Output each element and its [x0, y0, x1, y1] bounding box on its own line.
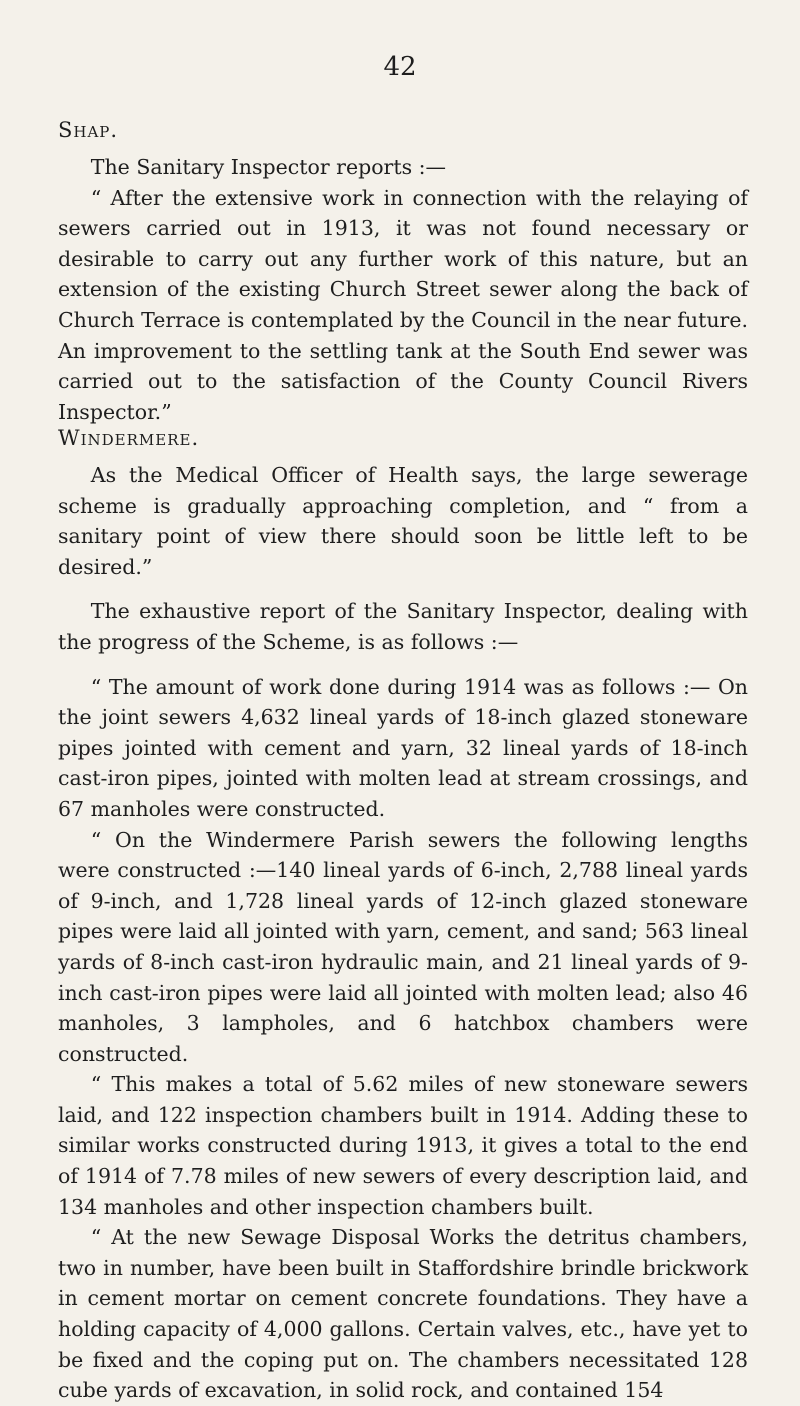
windermere-paragraph-4: “ On the Windermere Parish sewers the following lengths were constructed :—140 lineal yards of 6-inch, 2,788 lineal yards of 9-inch, and 1,728 lineal yards of 12-inch glazed stoneware pipes were laid all jointed with yarn, cement, and sand; 563 lineal yards of 8-inch cast-iron hydraulic main, and 21 lineal yards of 9-inch cast-iron pipes were laid all jointed with molten lead; also 46 manholes, 3 lampholes, and 6 hatchbox chambers were constructed. [58, 827, 748, 1066]
windermere-paragraph-6: “ At the new Sewage Disposal Works the detritus chambers, two in number, have been built in Staffordshire brindle brickwork in cement mortar on cement concrete foundations. They have a holding capacity of 4,000 gallons. Certain valves, etc., have yet to be fixed and the coping put on. The chambers necessitated 128 cube yards of excavation, in solid rock, and contained 154 [58, 1225, 748, 1403]
windermere-section [58, 426, 748, 1406]
page-number: 42 [383, 52, 417, 82]
shap-section [58, 118, 748, 427]
shap-heading: Shap. [58, 118, 119, 142]
shap-paragraph-2: “ After the extensive work in connection with the relaying of sewers carried out in 1913, it was not found necessary or desirable to carry out any further work of this nature, but an extension of the existing Church Street sewer along the back of Church Terrace is contemplated by the Council in the near future. An improvement to the settling tank at the South End sewer was carried out to the satisfaction of the County Council Rivers Inspector.” [58, 185, 748, 424]
windermere-paragraph-3: “ The amount of work done during 1914 was as follows :— On the joint sewers 4,632 lineal yards of 18-inch glazed stoneware pipes jointed with cement and yarn, 32 lineal yards of 18-inch cast-iron pipes, jointed with molten lead at stream crossings, and 67 manholes were constructed. [58, 674, 748, 821]
shap-paragraph-1: The Sanitary Inspector reports :— [90, 155, 447, 179]
windermere-heading: Windermere. [58, 426, 200, 450]
windermere-paragraph-5: “ This makes a total of 5.62 miles of new stoneware sewers laid, and 122 inspection chambers built in 1914. Adding these to similar works constructed during 1913, it gives a total to the end of 1914 of 7.78 miles of new sewers of every description laid, and 134 manholes and other inspection chambers built. [58, 1072, 748, 1219]
windermere-paragraph-2: The exhaustive report of the Sanitary Inspector, dealing with the progress of the Scheme, is as follows :— [58, 599, 748, 654]
windermere-paragraph-1: As the Medical Officer of Health says, the large sewerage scheme is gradually approaching completion, and “ from a sanitary point of view there should soon be little left to be desired.” [58, 463, 748, 579]
